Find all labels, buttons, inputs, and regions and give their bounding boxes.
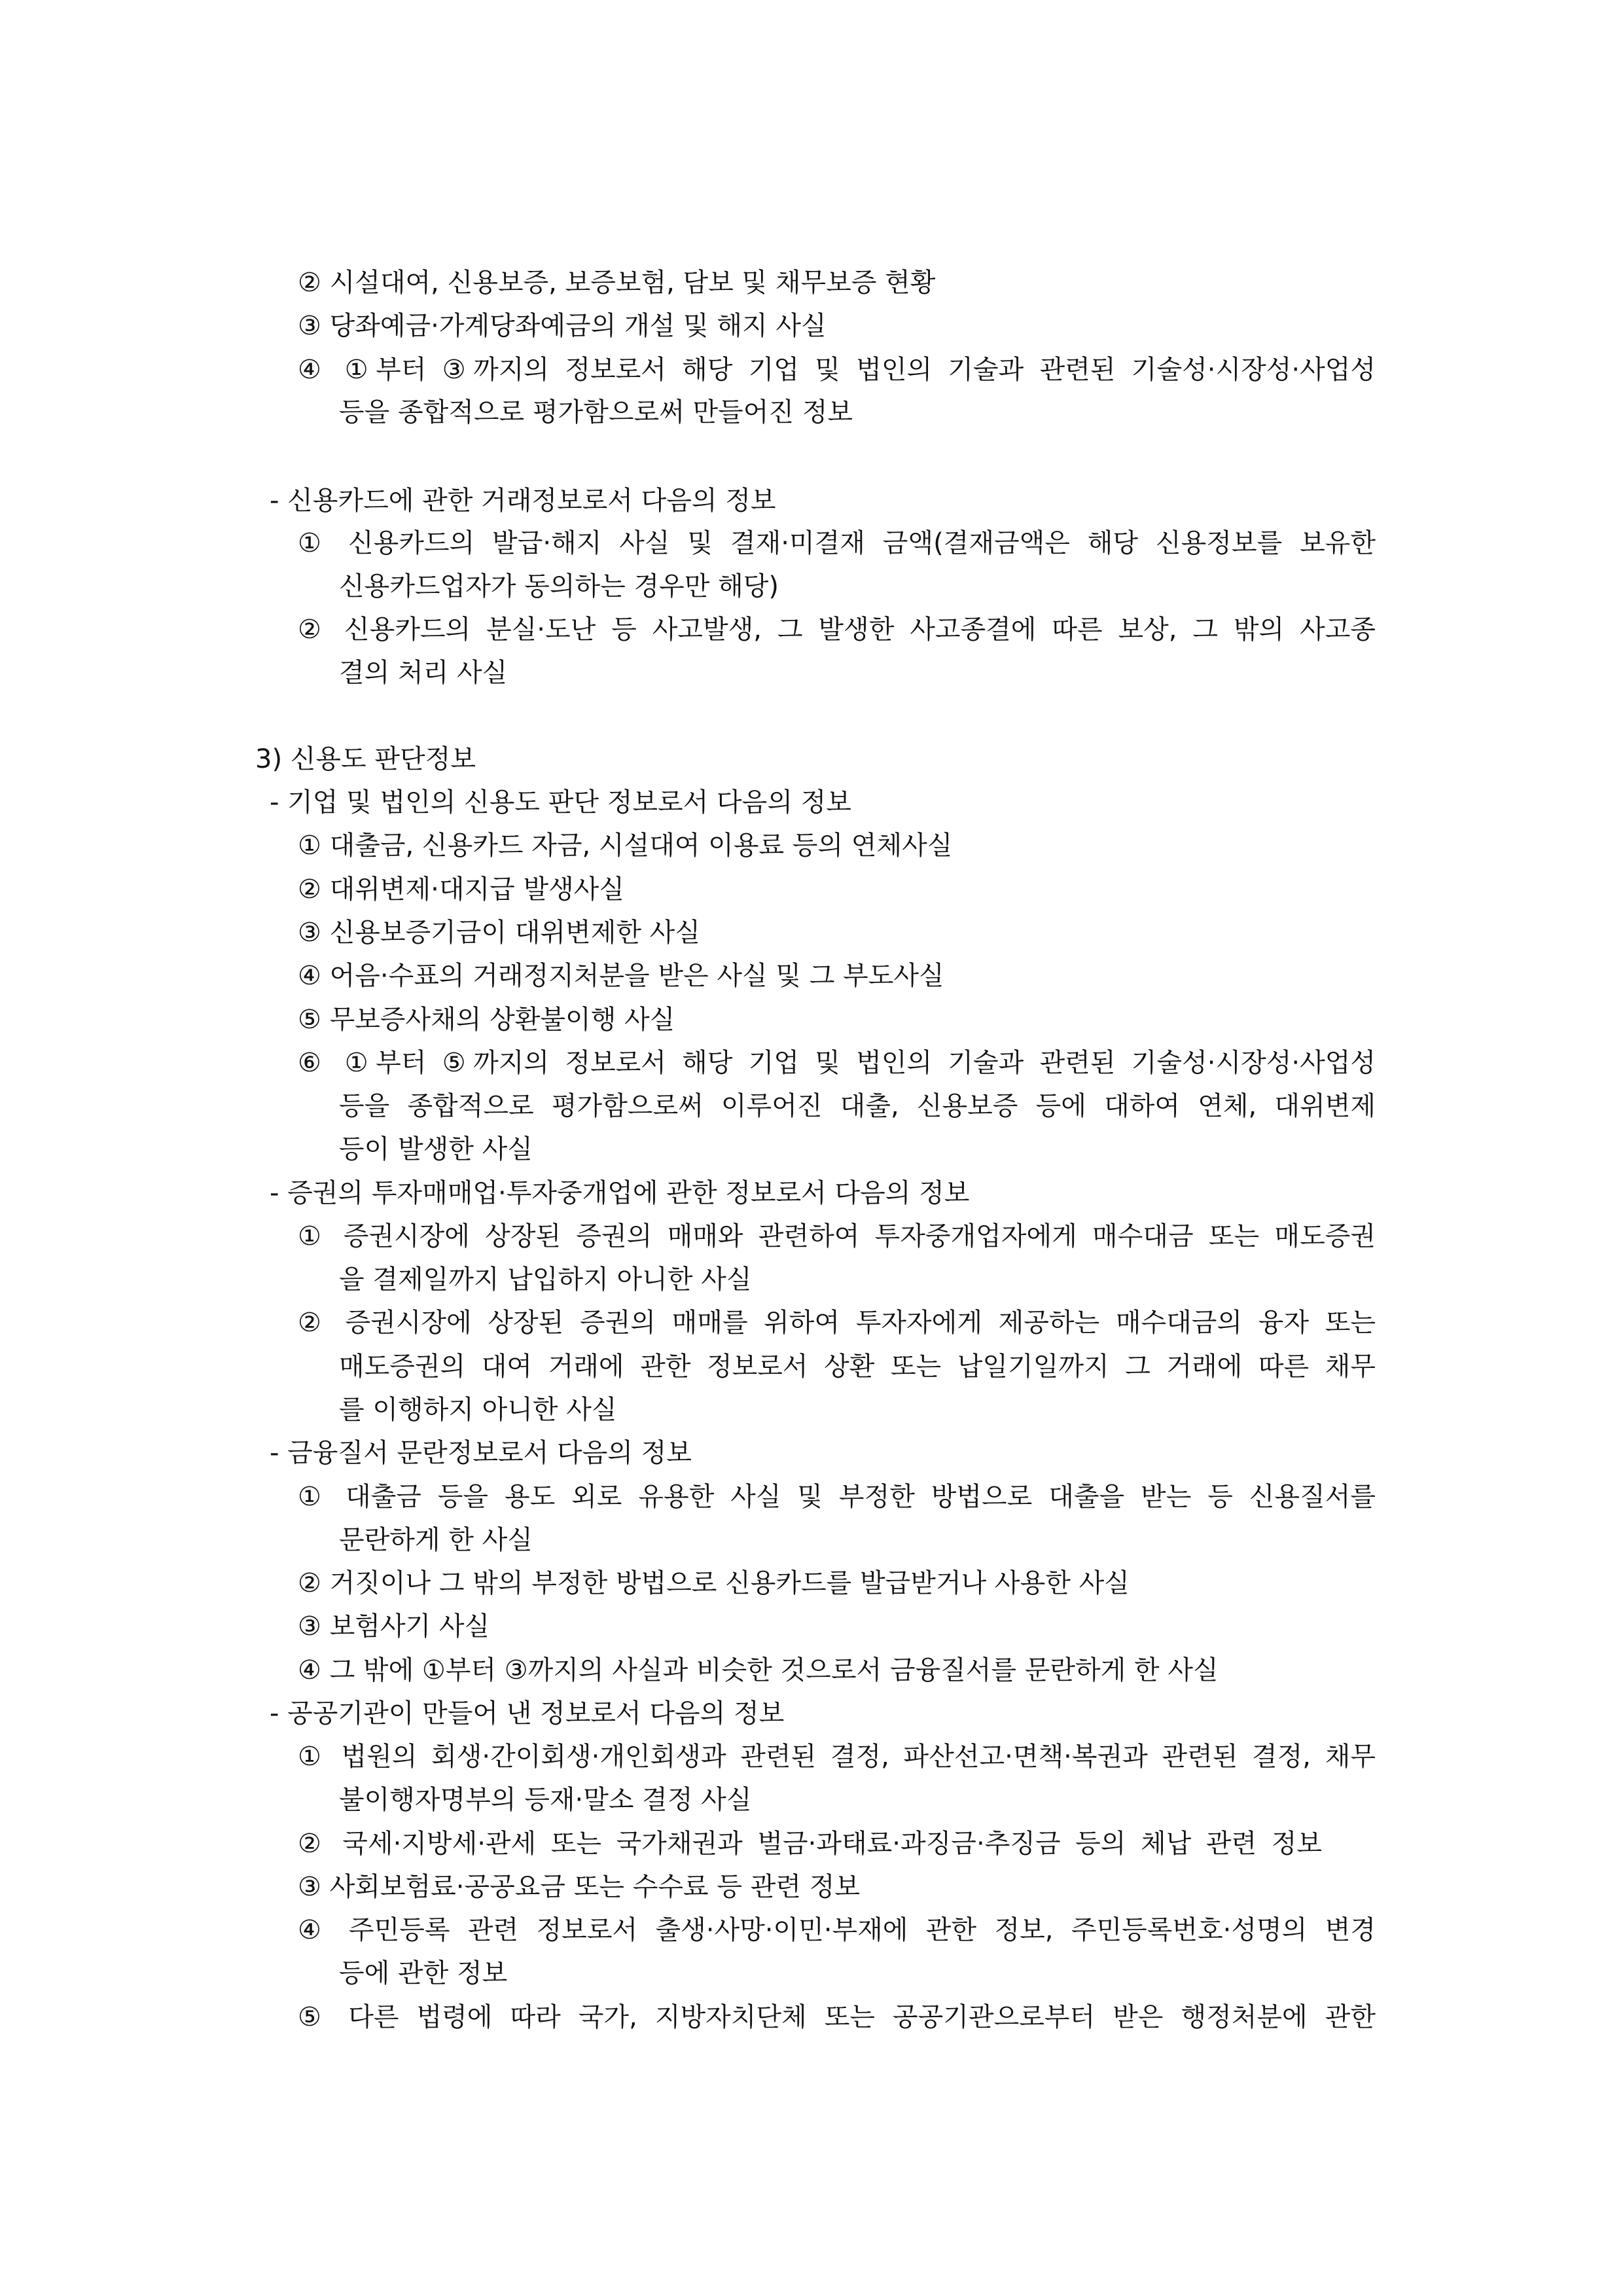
list-item-continuation: 등을 종합적으로 평가함으로써 이루어진 대출, 신용보증 등에 대하여 연체, 대위변제 — [339, 1091, 1376, 1121]
section-heading: 3) 신용도 판단정보 — [255, 744, 476, 774]
list-item: ⑥ ①부터 ⑤까지의 정보로서 해당 기업 및 법인의 기술과 관련된 기술성·시장성·사업성 — [298, 1048, 1376, 1078]
list-item: ④ 어음·수표의 거래정지처분을 받은 사실 및 그 부도사실 — [298, 961, 944, 991]
list-item: ③ 보험사기 사실 — [298, 1611, 490, 1641]
list-item-continuation: 을 결제일까지 납입하지 아니한 사실 — [339, 1265, 752, 1295]
list-item-continuation: 등에 관한 정보 — [339, 1958, 508, 1988]
list-item: ② 시설대여, 신용보증, 보증보험, 담보 및 채무보증 현황 — [298, 268, 936, 298]
section-dash-item: - 증권의 투자매매업·투자중개업에 관한 정보로서 다음의 정보 — [270, 1178, 970, 1208]
list-item: ① 법원의 회생·간이회생·개인회생과 관련된 결정, 파산선고·면책·복권과 관련된 결정, 채무 — [298, 1742, 1376, 1772]
list-item-continuation: 등이 발생한 사실 — [339, 1134, 533, 1164]
section-dash-item: - 금융질서 문란정보로서 다음의 정보 — [270, 1438, 692, 1468]
list-item: ① 증권시장에 상장된 증권의 매매와 관련하여 투자중개업자에게 매수대금 또는 매도증권 — [298, 1221, 1376, 1251]
list-item: ② 거짓이나 그 밖의 부정한 방법으로 신용카드를 발급받거나 사용한 사실 — [298, 1568, 1130, 1598]
list-item-continuation: 불이행자명부의 등재·말소 결정 사실 — [339, 1785, 752, 1815]
list-item: ② 대위변제·대지급 발생사실 — [298, 874, 625, 905]
list-item: ① 신용카드의 발급·해지 사실 및 결재·미결재 금액(결재금액은 해당 신용정보를 보유한 — [298, 528, 1376, 558]
list-item: ② 국세·지방세·관세 또는 국가채권과 벌금·과태료·과징금·추징금 등의 체납 관련 정보 — [298, 1829, 1322, 1859]
list-item: ⑤ 무보증사채의 상환불이행 사실 — [298, 1005, 675, 1035]
list-item-continuation: 문란하게 한 사실 — [339, 1525, 533, 1555]
list-item: ③ 당좌예금·가계당좌예금의 개설 및 해지 사실 — [298, 311, 827, 341]
list-item: ④ 주민등록 관련 정보로서 출생·사망·이민·부재에 관한 정보, 주민등록번호·성명의 변경 — [298, 1915, 1376, 1945]
section-dash-item: - 기업 및 법인의 신용도 판단 정보로서 다음의 정보 — [270, 787, 851, 817]
list-item: ① 대출금, 신용카드 자금, 시설대여 이용료 등의 연체사실 — [298, 831, 953, 861]
list-item: ③ 신용보증기금이 대위변제한 사실 — [298, 918, 700, 948]
list-item-continuation: 등을 종합적으로 평가함으로써 만들어진 정보 — [339, 397, 853, 427]
list-item-continuation: 결의 처리 사실 — [339, 658, 508, 688]
list-item: ② 증권시장에 상장된 증권의 매매를 위하여 투자자에게 제공하는 매수대금의 융자 또는 — [298, 1308, 1376, 1338]
list-item: ② 신용카드의 분실·도난 등 사고발생, 그 발생한 사고종결에 따른 보상, 그 밖의 사고종 — [298, 615, 1376, 645]
list-item: ⑤ 다른 법령에 따라 국가, 지방자치단체 또는 공공기관으로부터 받은 행정처분에 관한 — [298, 2002, 1376, 2032]
section-dash-item: - 공공기관이 만들어 낸 정보로서 다음의 정보 — [270, 1698, 785, 1729]
list-item-continuation: 신용카드업자가 동의하는 경우만 해당) — [339, 571, 779, 601]
list-item-continuation: 매도증권의 대여 거래에 관한 정보로서 상환 또는 납일기일까지 그 거래에 따른 채무 — [339, 1352, 1376, 1382]
list-item: ① 대출금 등을 용도 외로 유용한 사실 및 부정한 방법으로 대출을 받는 등 신용질서를 — [298, 1482, 1376, 1512]
list-item: ④ 그 밖에 ①부터 ③까지의 사실과 비슷한 것으로서 금융질서를 문란하게 한 사실 — [298, 1655, 1219, 1685]
section-dash-item: - 신용카드에 관한 거래정보로서 다음의 정보 — [270, 486, 776, 516]
list-item-continuation: 를 이행하지 아니한 사실 — [339, 1395, 617, 1425]
list-item: ③ 사회보험료·공공요금 또는 수수료 등 관련 정보 — [298, 1872, 861, 1902]
list-item: ④ ①부터 ③까지의 정보로서 해당 기업 및 법인의 기술과 관련된 기술성·시장성·사업성 — [298, 355, 1376, 385]
